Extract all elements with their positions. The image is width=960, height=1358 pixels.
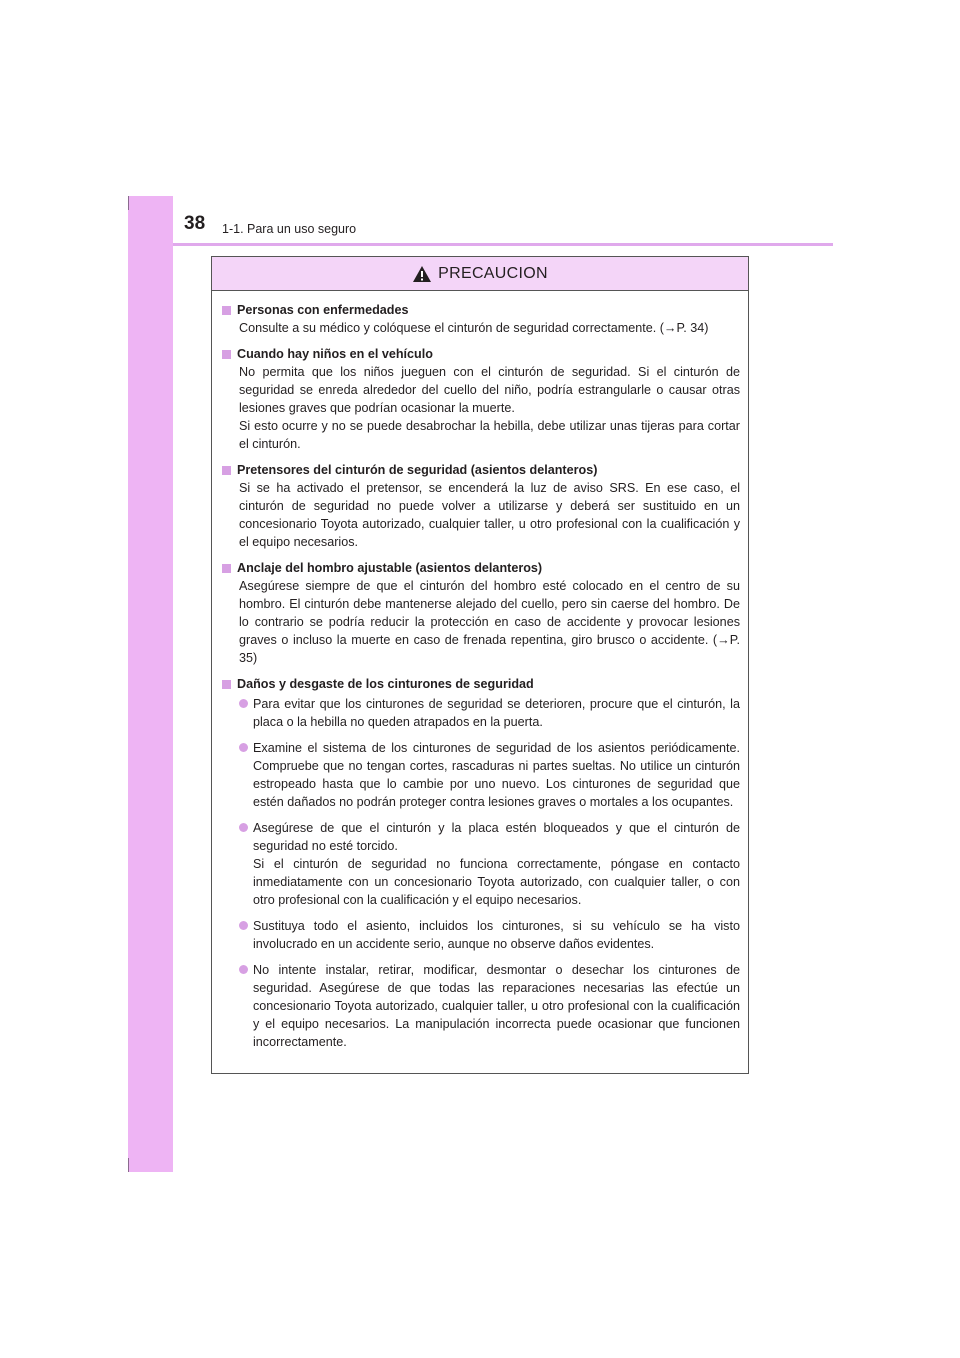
item-text: Consulte a su médico y colóquese el cinturón de seguridad correctamente. (→P. 34) [239,321,709,335]
page-number: 38 [184,213,206,234]
caution-header [212,257,748,291]
item-title: Cuando hay niños en el vehículo [237,347,433,361]
side-tick-bottom [128,1158,129,1172]
square-bullet-icon [222,306,231,315]
item-title: Pretensores del cinturón de seguridad (asientos delanteros) [237,463,598,477]
item-title: Daños y desgaste de los cinturones de seguridad [237,677,534,691]
list-item: Sustituya todo el asiento, incluidos los cinturones, si su vehículo se ha visto involucrado en un accidente serio, aunque no observe daños evidentes. [239,917,740,953]
item-text: Si se ha activado el pretensor, se encenderá la luz de aviso SRS. En ese caso, el cinturón de seguridad no puede volver a utilizarse y deberá ser sustituido en un concesionario Toyota autorizado, cualquier taller, u otro profesional con la cualificación y el equipo necesarios. [239,481,740,549]
item-title: Anclaje del hombro ajustable (asientos delanteros) [237,561,543,575]
list-item: Asegúrese de que el cinturón y la placa estén bloqueados y que el cinturón de seguridad no esté torcido. Si el cinturón de seguridad no funciona correctamente, póngase en contacto inmediatamente con un concesionario Toyota autorizado, con cualquier taller, o con otro profesional con la cualificación y el equipo necesarios. [239,819,740,909]
round-bullet-icon [239,965,248,974]
round-bullet-icon [239,699,248,708]
section-title: 1-1. Para un uso seguro [222,222,357,236]
square-bullet-icon [222,466,231,475]
list-item: No intente instalar, retirar, modificar, desmontar o desechar los cinturones de seguridad. Asegúrese de que todas las reparaciones necesarias las efectúe un concesionario Toyota autorizado, cualquier taller, u otro profesional con la cualificación y el equipo necesarios. La manipulación incorrecta puede ocasionar que funcionen incorrectamente. [239,961,740,1051]
warning-triangle-icon [412,265,432,283]
item-text: No permita que los niños jueguen con el cinturón de seguridad. Si el cinturón de seguridad se enreda alrededor del cuello del niño, podría estrangularle o causar otras lesiones graves que podrían ocasionar la muerte. [239,365,740,415]
round-bullet-icon [239,921,248,930]
caution-item-children [222,345,740,453]
caution-item-pretensioners [222,461,740,551]
item-text: Si esto ocurre y no se puede desabrochar la hebilla, debe utilizar unas tijeras para cortar el cinturón. [239,419,740,451]
caution-item-illness [222,301,740,337]
round-bullet-icon [239,743,248,752]
caution-body [212,291,748,1051]
caution-box [211,256,749,1074]
item-title: Personas con enfermedades [237,303,409,317]
side-tick-top [128,196,129,210]
list-item: Para evitar que los cinturones de seguridad se deterioren, procure que el cinturón, la placa o la hebilla no queden atrapados en la puerta. [239,695,740,731]
round-bullet-icon [239,823,248,832]
caution-title: PRECAUCION [438,264,548,282]
caution-item-damage-wear [222,675,740,1051]
header-rule [173,243,833,246]
square-bullet-icon [222,350,231,359]
item-text: Asegúrese siempre de que el cinturón del hombro esté colocado en el centro de su hombro. El cinturón debe mantenerse alejado del cuello, pero sin caerse del hombro. De lo contrario se podría reducir la protección en caso de accidente y provocar lesiones graves o incluso la muerte en caso de frenada repentina, giro brusco o accidente. (→P. 35) [239,579,740,665]
caution-item-shoulder-anchor [222,559,740,667]
chapter-side-tab [128,196,173,1172]
square-bullet-icon [222,564,231,573]
square-bullet-icon [222,680,231,689]
list-item: Examine el sistema de los cinturones de seguridad de los asientos periódicamente. Compruebe que no tengan cortes, rascaduras ni partes sueltas. No utilice un cinturón estropeado hasta que lo cambie por uno nuevo. Los cinturones de seguridad que estén dañados no podrán proteger contra lesiones graves o mortales a los ocupantes. [239,739,740,811]
